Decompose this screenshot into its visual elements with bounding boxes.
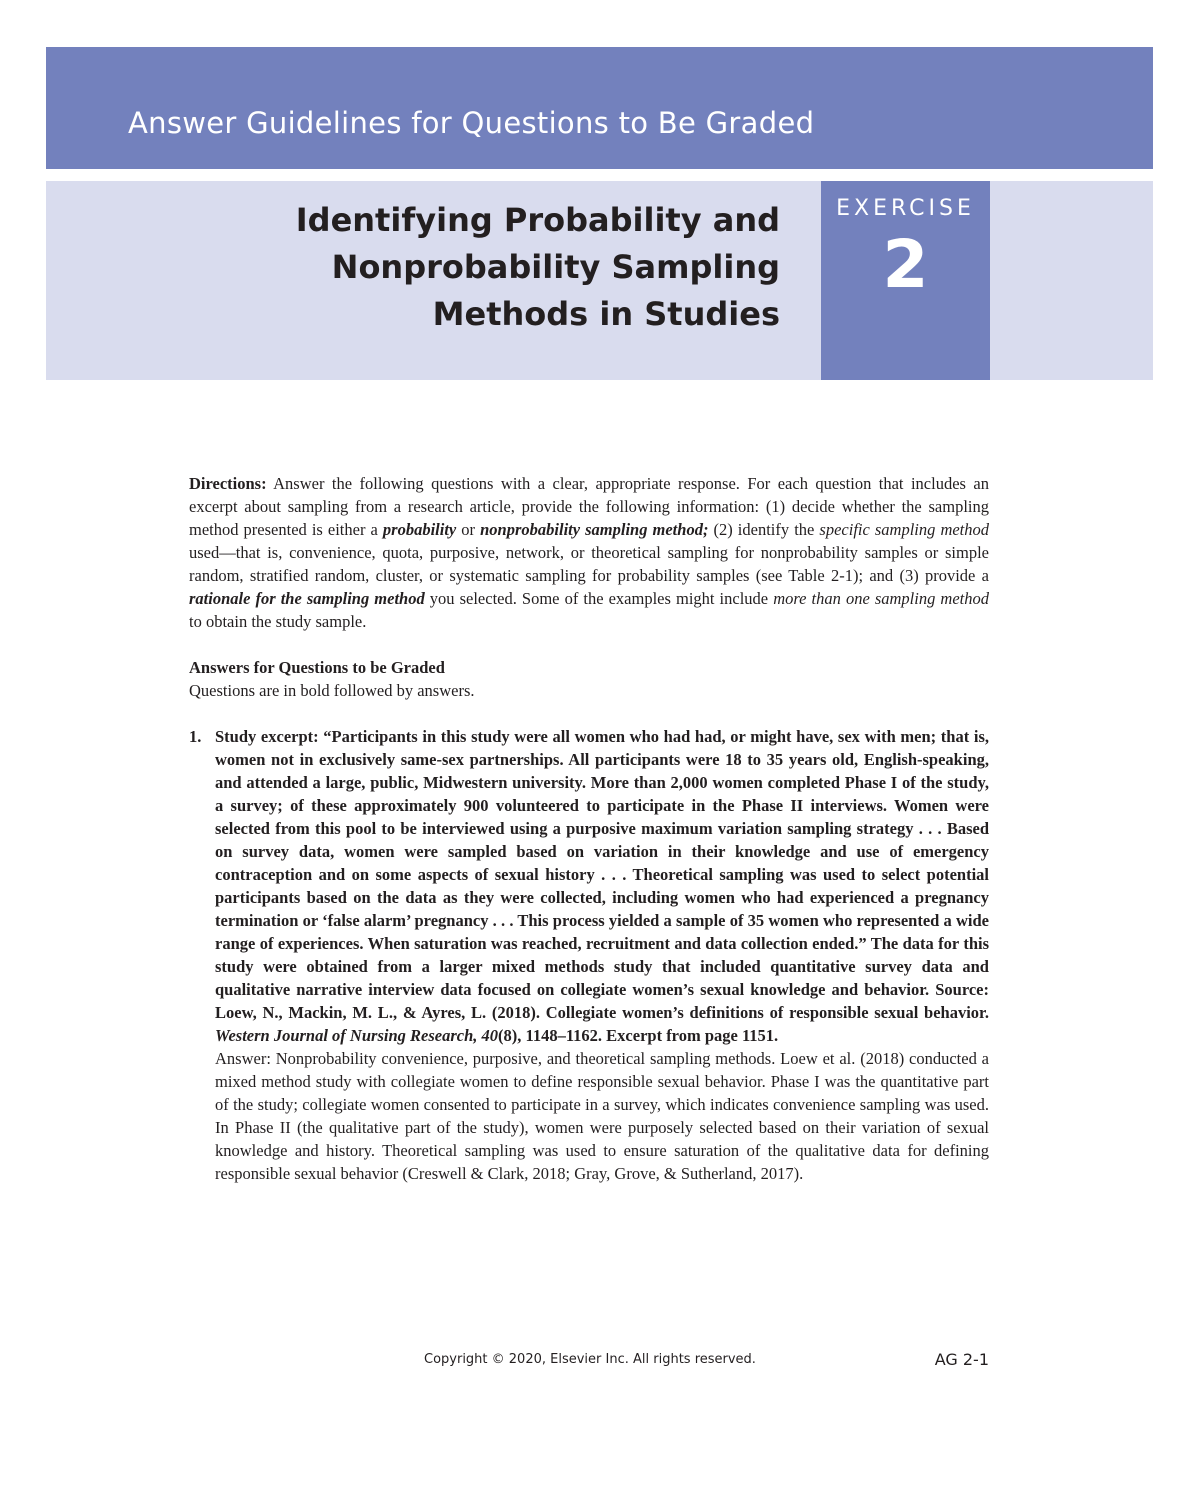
- exercise-label: EXERCISE: [836, 196, 975, 221]
- directions-emphasis: probability: [382, 520, 457, 539]
- directions-text: to obtain the study sample.: [189, 612, 367, 631]
- question-number: 1.: [189, 727, 202, 746]
- page-number: AG 2-1: [934, 1350, 989, 1369]
- directions-paragraph: [189, 472, 989, 633]
- directions-emphasis: more than one sampling method: [773, 589, 989, 608]
- directions-text: used—that is, convenience, quota, purposive, network, or theoretical sampling for nonprobability samples or simple random, stratified random, cluster, or systematic sampling for probability samples (see Table 2-1); and (3) provide a: [189, 543, 989, 585]
- question-citation: (8), 1148–1162. Excerpt from page 1151.: [498, 1026, 779, 1045]
- directions-emphasis: nonprobability sampling method;: [480, 520, 709, 539]
- exercise-title-line: Nonprobability Sampling: [331, 248, 780, 286]
- journal-title: Western Journal of Nursing Research, 40: [215, 1026, 498, 1045]
- directions-text: (2) identify the: [708, 520, 820, 539]
- directions-lead: Directions:: [189, 474, 267, 493]
- question-text: [215, 725, 989, 1047]
- main-content: [189, 472, 989, 1185]
- exercise-badge: [821, 181, 990, 380]
- directions-text: you selected. Some of the examples might include: [424, 589, 774, 608]
- exercise-title: [80, 197, 780, 338]
- directions-emphasis: specific sampling method: [819, 520, 990, 539]
- answers-heading: Answers for Questions to be Graded: [189, 658, 445, 677]
- question-excerpt: Study excerpt: “Participants in this study were all women who had had, or might have, sex with men; that is, women not in exclusively same-sex partnerships. All participants were 18 to 35 years old, English-speaking, and attended a large, public, Midwestern university. More than 2,000 women completed Phase I of the study, a survey; of these approximately 900 volunteered to participate in the Phase II interviews. Women were selected from this pool to be interviewed using a purposive maximum variation sampling strategy . . . Based on survey data, women were sampled based on variation in their knowledge and use of emergency contraception and on some aspects of sexual history . . . Theoretical sampling was used to select potential participants based on the data as they were collected, including women who had experienced a pregnancy termination or ‘false alarm’ pregnancy . . . This process yielded a sample of 35 women who represented a wide range of experiences. When saturation was reached, recruitment and data collection ended.” The data for this study were obtained from a larger mixed methods study that included quantitative survey data and qualitative narrative interview data focused on collegiate women’s sexual knowledge and behavior. Source: Loew, N., Mackin, M. L., & Ayres, L. (2018). Collegiate women’s definitions of responsible sexual behavior.: [215, 727, 989, 1022]
- answers-subheading: Questions are in bold followed by answers.: [189, 681, 475, 700]
- directions-text: or: [456, 520, 481, 539]
- copyright-notice: Copyright © 2020, Elsevier Inc. All rights reserved.: [424, 1352, 756, 1367]
- directions-emphasis: rationale for the sampling method: [189, 589, 425, 608]
- exercise-number: 2: [882, 226, 929, 303]
- directions-text: Answer the following questions with a clear, appropriate response. For each question that includes an excerpt about sampling from a research article, provide the following information: (1) decide whether the sampling method presented is either a: [189, 474, 989, 539]
- question-item: [189, 725, 989, 1185]
- exercise-title-line: Methods in Studies: [432, 295, 780, 333]
- page-footer: [0, 1350, 1200, 1374]
- banner-title: Answer Guidelines for Questions to Be Graded: [128, 106, 815, 140]
- answer-text: Answer: Nonprobability convenience, purposive, and theoretical sampling methods. Loew et al. (2018) conducted a mixed method study with collegiate women to define responsible sexual behavior. Phase I was the quantitative part of the study; collegiate women consented to participate in a survey, which indicates convenience sampling was used. In Phase II (the qualitative part of the study), women were purposely selected based on their variation of sexual knowledge and history. Theoretical sampling was used to ensure saturation of the qualitative data for defining responsible sexual behavior (Creswell & Clark, 2018; Gray, Grove, & Sutherland, 2017).: [215, 1049, 989, 1183]
- exercise-title-line: Identifying Probability and: [295, 201, 780, 239]
